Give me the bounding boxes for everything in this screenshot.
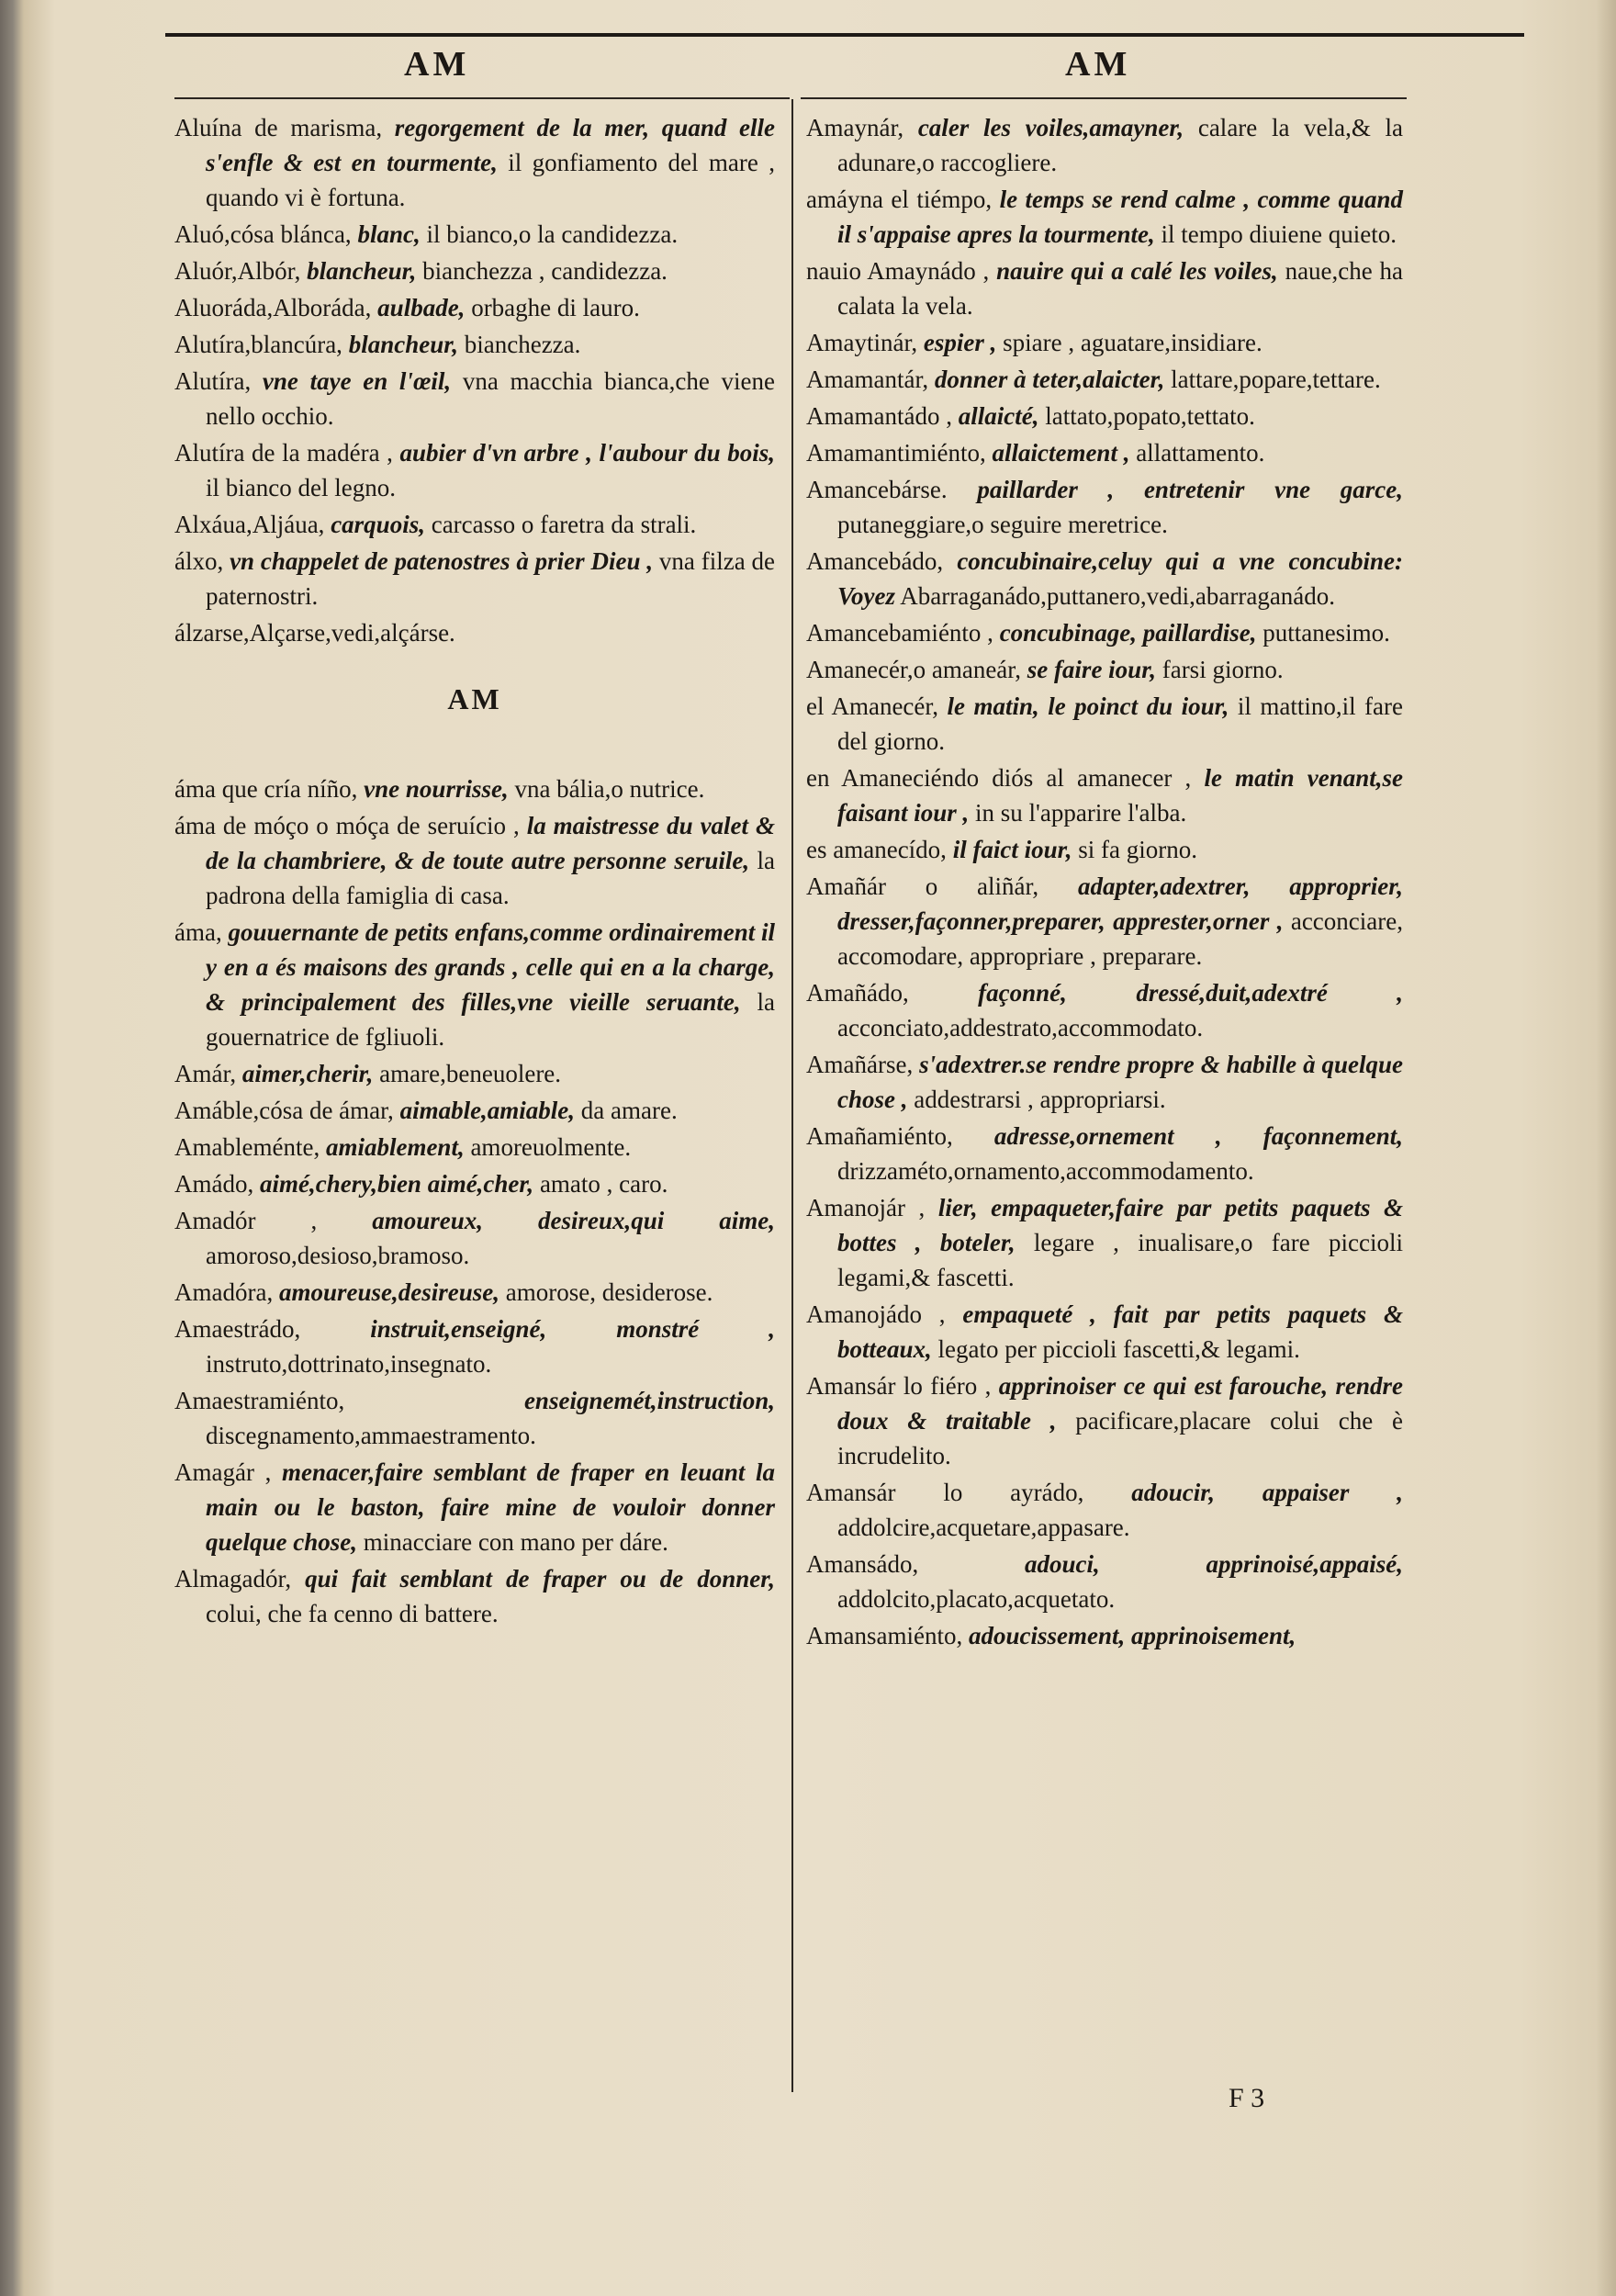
entry-italian-gloss: bianchezza. — [464, 331, 581, 358]
entry-headword: Aluína de marisma, — [174, 114, 383, 141]
entry-italian-gloss: bianchezza , candidezza. — [422, 257, 668, 285]
entry-french-gloss: aimable,amiable, — [399, 1097, 576, 1124]
entry-italian-gloss: farsi giorno. — [1162, 656, 1284, 683]
entry-italian-gloss: discegnamento,ammaestramento. — [206, 1422, 536, 1449]
dictionary-entry — [806, 182, 1403, 252]
entry-headword: Amaynár, — [806, 114, 904, 141]
entry-french-gloss: vn chappelet de patenostres à prier Dieu , — [230, 547, 654, 575]
entry-french-gloss: le temps se rend calme , comme quand il s'appaise apres la tourmente, — [837, 186, 1404, 248]
dictionary-entry — [174, 290, 775, 325]
entry-french-gloss: le matin, le poinct du iour, — [947, 692, 1229, 720]
entry-french-gloss: donner à teter,alaicter, — [934, 366, 1165, 393]
entry-headword: Amadór , — [174, 1207, 318, 1234]
entry-italian-gloss: il tempo diuiene quieto. — [1161, 220, 1397, 248]
entry-french-gloss: paillarder , entretenir vne garce, — [977, 476, 1403, 503]
entry-french-gloss: aimé,chery,bien aimé,cher, — [259, 1170, 534, 1198]
entry-french-gloss: apprinoiser ce qui est farouche, rendre doux & traitable , — [837, 1372, 1404, 1435]
dictionary-entry — [806, 832, 1403, 867]
running-head-right: AM — [1065, 45, 1131, 84]
entry-french-gloss: adapter,adextrer, approprier, dresser,façonner,preparer, apprester,orner , — [837, 872, 1404, 935]
dictionary-entry — [174, 507, 775, 542]
section-heading: AM — [447, 682, 502, 715]
dictionary-entry — [174, 364, 775, 433]
entry-headword: áma que cría níño, — [174, 775, 358, 803]
dictionary-entry — [806, 362, 1403, 397]
entry-french-gloss: carquois, — [331, 511, 425, 538]
dictionary-entry — [174, 771, 775, 806]
entry-headword: álxo, — [174, 547, 224, 575]
entry-headword: Amansár lo ayrádo, — [806, 1479, 1084, 1506]
entry-headword: álzarse,Alçarse,vedi,alçárse. — [174, 619, 455, 647]
entry-italian-gloss: Abarraganádo,puttanero,vedi,abarraganádo. — [900, 582, 1336, 610]
running-head-left: AM — [404, 45, 470, 84]
entry-headword: Amamantár, — [806, 366, 929, 393]
entry-italian-gloss: allattamento. — [1136, 439, 1265, 467]
dictionary-entry — [806, 760, 1403, 830]
dictionary-entry — [806, 1368, 1403, 1473]
dictionary-entry — [806, 1618, 1403, 1653]
left-entry-list-2 — [174, 771, 775, 1631]
entry-italian-gloss: la gouernatrice de fgliuoli. — [206, 988, 775, 1051]
entry-french-gloss: adouci, apprinoisé,appaisé, — [1024, 1550, 1403, 1578]
entry-italian-gloss: puttanesimo. — [1262, 619, 1390, 647]
dictionary-entry — [806, 544, 1403, 613]
entry-headword: Amableménte, — [174, 1133, 320, 1161]
entry-italian-gloss: putaneggiare,o seguire meretrice. — [837, 511, 1168, 538]
entry-italian-gloss: da amare. — [580, 1097, 678, 1124]
page-edge-shadow — [1596, 0, 1616, 2296]
dictionary-entry — [174, 1383, 775, 1453]
entry-headword: Almagadór, — [174, 1565, 292, 1593]
entry-french-gloss: se faire iour, — [1027, 656, 1156, 683]
entry-headword: Aluór,Albór, — [174, 257, 301, 285]
entry-french-gloss: menacer,faire semblant de fraper en leuant la main ou le baston, faire mine de vouloir donner quelque chose, — [206, 1458, 775, 1556]
entry-italian-gloss: orbaghe di lauro. — [471, 294, 640, 321]
dictionary-entry — [174, 253, 775, 288]
entry-headword: en Amaneciéndo diós al amanecer , — [806, 764, 1192, 792]
dictionary-entry — [806, 975, 1403, 1045]
dictionary-entry — [806, 1475, 1403, 1545]
entry-french-gloss: amoureux, desireux,qui aime, — [372, 1207, 776, 1234]
top-rule — [165, 33, 1524, 37]
entry-italian-gloss: lattare,popare,tettare. — [1171, 366, 1381, 393]
entry-french-gloss: façonné, dressé,duit,adextré , — [978, 979, 1403, 1007]
entry-headword: Amamantimiénto, — [806, 439, 986, 467]
dictionary-entry — [174, 1166, 775, 1201]
entry-french-gloss: blancheur, — [348, 331, 458, 358]
entry-french-gloss: aubier d'vn arbre , l'aubour du bois, — [399, 439, 775, 467]
entry-french-gloss: allaictement , — [992, 439, 1130, 467]
entry-french-gloss: amoureuse,desireuse, — [278, 1278, 499, 1306]
dictionary-entry — [806, 1547, 1403, 1616]
entry-headword: Amanojádo , — [806, 1300, 946, 1328]
entry-french-gloss: s'adextrer.se rendre propre & habille à quelque chose , — [837, 1051, 1404, 1113]
dictionary-entry — [806, 110, 1403, 180]
dictionary-entry — [174, 1275, 775, 1310]
entry-italian-gloss: vna macchia bianca,che viene nello occhio. — [206, 367, 775, 430]
entry-headword: Amadóra, — [174, 1278, 274, 1306]
entry-french-gloss: enseignemét,instruction, — [523, 1387, 775, 1414]
entry-italian-gloss: minacciare con mano per dáre. — [363, 1528, 668, 1556]
dictionary-entry — [174, 1561, 775, 1631]
dictionary-entry — [806, 253, 1403, 323]
entry-french-gloss: adoucir, appaiser , — [1131, 1479, 1403, 1506]
entry-headword: Amaytinár, — [806, 329, 918, 356]
dictionary-entry — [174, 808, 775, 913]
entry-headword: áma, — [174, 918, 222, 946]
entry-headword: Amañár o aliñár, — [806, 872, 1039, 900]
entry-headword: áma de móço o móça de seruício , — [174, 812, 520, 839]
entry-italian-gloss: legato per piccioli fascetti,& legami. — [937, 1335, 1300, 1363]
entry-italian-gloss: amato , caro. — [539, 1170, 668, 1198]
entry-italian-gloss: drizzaméto,ornamento,accommodamento. — [837, 1157, 1254, 1185]
entry-french-gloss: regorgement de la mer, quand elle s'enfle & est en tourmente, — [206, 114, 775, 176]
entry-headword: nauio Amaynádo , — [806, 257, 990, 285]
entry-italian-gloss: instruto,dottrinato,insegnato. — [206, 1350, 492, 1378]
entry-french-gloss: blancheur, — [307, 257, 417, 285]
entry-italian-gloss: amorose, desiderose. — [505, 1278, 713, 1306]
entry-italian-gloss: addolcire,acquetare,appasare. — [837, 1514, 1130, 1541]
entry-headword: Amañamiénto, — [806, 1122, 953, 1150]
signature-mark: F 3 — [1229, 2083, 1265, 2113]
entry-french-gloss: adoucissement, apprinoisement, — [968, 1622, 1296, 1649]
entry-italian-gloss: acconciato,addestrato,accommodato. — [837, 1014, 1204, 1041]
entry-headword: Alutíra, — [174, 367, 252, 395]
dictionary-entry — [806, 652, 1403, 687]
dictionary-entry — [174, 1056, 775, 1091]
entry-french-gloss: instruit,enseigné, monstré , — [370, 1315, 775, 1343]
entry-headword: Amancebádo, — [806, 547, 944, 575]
right-head-rule — [801, 97, 1407, 99]
entry-french-gloss: concubinaire,celuy qui a vne concubine: Voyez — [837, 547, 1403, 610]
dictionary-entry — [174, 217, 775, 252]
dictionary-entry — [174, 615, 775, 650]
entry-italian-gloss: in su l'apparire l'alba. — [975, 799, 1187, 827]
entry-headword: Amagár , — [174, 1458, 272, 1486]
left-head-rule — [174, 97, 790, 99]
entry-italian-gloss: spiare , aguatare,insidiare. — [1003, 329, 1262, 356]
dictionary-entry — [806, 435, 1403, 470]
entry-italian-gloss: la padrona della famiglia di casa. — [206, 847, 775, 909]
right-column — [806, 110, 1403, 1655]
entry-french-gloss: la maistresse du valet & de la chambriere, & de toute autre personne seruile, — [206, 812, 775, 874]
dictionary-entry — [806, 1119, 1403, 1188]
entry-headword: Amancebárse. — [806, 476, 948, 503]
column-divider — [791, 99, 793, 2092]
dictionary-entry — [806, 399, 1403, 433]
entry-italian-gloss: il bianco del legno. — [206, 474, 396, 501]
dictionary-entry — [174, 110, 775, 215]
entry-headword: Aluó,cósa blánca, — [174, 220, 352, 248]
entry-headword: Amár, — [174, 1060, 237, 1087]
entry-french-gloss: amiablement, — [325, 1133, 465, 1161]
entry-headword: Amansár lo fiéro , — [806, 1372, 992, 1400]
entry-headword: Aluoráda,Alboráda, — [174, 294, 372, 321]
entry-italian-gloss: il gonfiamento del mare , quando vi è fortuna. — [206, 149, 776, 211]
dictionary-entry — [174, 1203, 775, 1273]
dictionary-entry — [806, 1047, 1403, 1117]
dictionary-entry — [806, 689, 1403, 759]
entry-headword: Amaestrádo, — [174, 1315, 301, 1343]
entry-french-gloss: blanc, — [357, 220, 421, 248]
entry-italian-gloss: il mattino,il fare del giorno. — [837, 692, 1404, 755]
dictionary-entry — [174, 915, 775, 1054]
entry-italian-gloss: acconciare, accomodare, appropriare , preparare. — [837, 907, 1403, 970]
entry-french-gloss: qui fait semblant de fraper ou de donner, — [305, 1565, 776, 1593]
dictionary-entry — [806, 472, 1403, 542]
entry-italian-gloss: pacificare,placare colui che è incrudelito. — [837, 1407, 1404, 1469]
entry-italian-gloss: legare , inualisare,o fare piccioli legami,& fascetti. — [837, 1229, 1403, 1291]
dictionary-entry — [806, 615, 1403, 650]
dictionary-entry — [174, 1130, 775, 1165]
entry-french-gloss: allaicté, — [958, 402, 1039, 430]
left-entry-list — [174, 110, 775, 650]
entry-italian-gloss: amoroso,desioso,bramoso. — [206, 1242, 470, 1269]
entry-headword: el Amanecér, — [806, 692, 939, 720]
entry-french-gloss: aimer,cherir, — [241, 1060, 374, 1087]
dictionary-entry — [174, 1093, 775, 1128]
entry-headword: es amanecído, — [806, 836, 947, 863]
entry-headword: Amansádo, — [806, 1550, 919, 1578]
entry-headword: Amádo, — [174, 1170, 254, 1198]
entry-italian-gloss: amare,beneuolere. — [379, 1060, 562, 1087]
entry-french-gloss: vne taye en l'œil, — [262, 367, 452, 395]
entry-italian-gloss: si fa giorno. — [1078, 836, 1197, 863]
entry-headword: Amanecér,o amaneár, — [806, 656, 1021, 683]
entry-french-gloss: le matin venant,se faisant iour , — [837, 764, 1404, 827]
entry-headword: Alxáua,Aljáua, — [174, 511, 325, 538]
entry-italian-gloss: vna filza de paternostri. — [206, 547, 776, 610]
entry-headword: amáyna el tiémpo, — [806, 186, 993, 213]
entry-italian-gloss: calare la vela,& la adunare,o raccogliere. — [837, 114, 1404, 176]
dictionary-entry — [174, 1455, 775, 1559]
entry-italian-gloss: carcasso o faretra da strali. — [431, 511, 697, 538]
dictionary-entry — [174, 1311, 775, 1381]
entry-headword: Amamantádo , — [806, 402, 952, 430]
entry-french-gloss: gouuernante de petits enfans,comme ordinairement il y en a és maisons des grands , celle qui en a la charge, & principalement des filles,vne vieille seruante, — [206, 918, 776, 1016]
dictionary-entry — [174, 327, 775, 362]
entry-french-gloss: caler les voiles,amayner, — [917, 114, 1184, 141]
entry-headword: Amansamiénto, — [806, 1622, 963, 1649]
entry-headword: Amañárse, — [806, 1051, 914, 1078]
entry-headword: Amanojár , — [806, 1194, 926, 1221]
dictionary-entry — [806, 1190, 1403, 1295]
entry-french-gloss: aulbade, — [377, 294, 466, 321]
entry-italian-gloss: naue,che ha calata la vela. — [837, 257, 1404, 320]
entry-italian-gloss: amoreuolmente. — [470, 1133, 632, 1161]
entry-french-gloss: vne nourrisse, — [364, 775, 509, 803]
dictionary-entry — [806, 1297, 1403, 1367]
entry-headword: Amañádo, — [806, 979, 909, 1007]
entry-french-gloss: concubinage, paillardise, — [999, 619, 1257, 647]
entry-italian-gloss: colui, che fa cenno di battere. — [206, 1600, 499, 1627]
entry-french-gloss: adresse,ornement , façonnement, — [993, 1122, 1404, 1150]
dictionary-entry — [174, 544, 775, 613]
entry-french-gloss: nauire qui a calé les voiles, — [996, 257, 1278, 285]
entry-italian-gloss: vna bália,o nutrice. — [514, 775, 705, 803]
entry-headword: Amaestramiénto, — [174, 1387, 345, 1414]
right-entry-list — [806, 110, 1403, 1653]
left-column — [174, 110, 775, 1633]
entry-italian-gloss: lattato,popato,tettato. — [1045, 402, 1255, 430]
entry-headword: Alutíra,blancúra, — [174, 331, 342, 358]
dictionary-entry — [806, 869, 1403, 974]
entry-french-gloss: lier, empaqueter,faire par petits paquets & bottes , boteler, — [837, 1194, 1404, 1256]
entry-italian-gloss: il bianco,o la candidezza. — [426, 220, 679, 248]
entry-french-gloss: empaqueté , fait par petits paquets & botteaux, — [837, 1300, 1404, 1363]
dictionary-entry — [174, 435, 775, 505]
entry-french-gloss: il faict iour, — [952, 836, 1072, 863]
entry-headword: Amáble,cósa de ámar, — [174, 1097, 394, 1124]
entry-italian-gloss: addestrarsi , appropriarsi. — [914, 1086, 1166, 1113]
entry-french-gloss: espier , — [923, 329, 997, 356]
entry-headword: Amancebamiénto , — [806, 619, 993, 647]
entry-italian-gloss: addolcito,placato,acquetato. — [837, 1585, 1116, 1613]
entry-headword: Alutíra de la madéra , — [174, 439, 393, 467]
dictionary-entry — [806, 325, 1403, 360]
